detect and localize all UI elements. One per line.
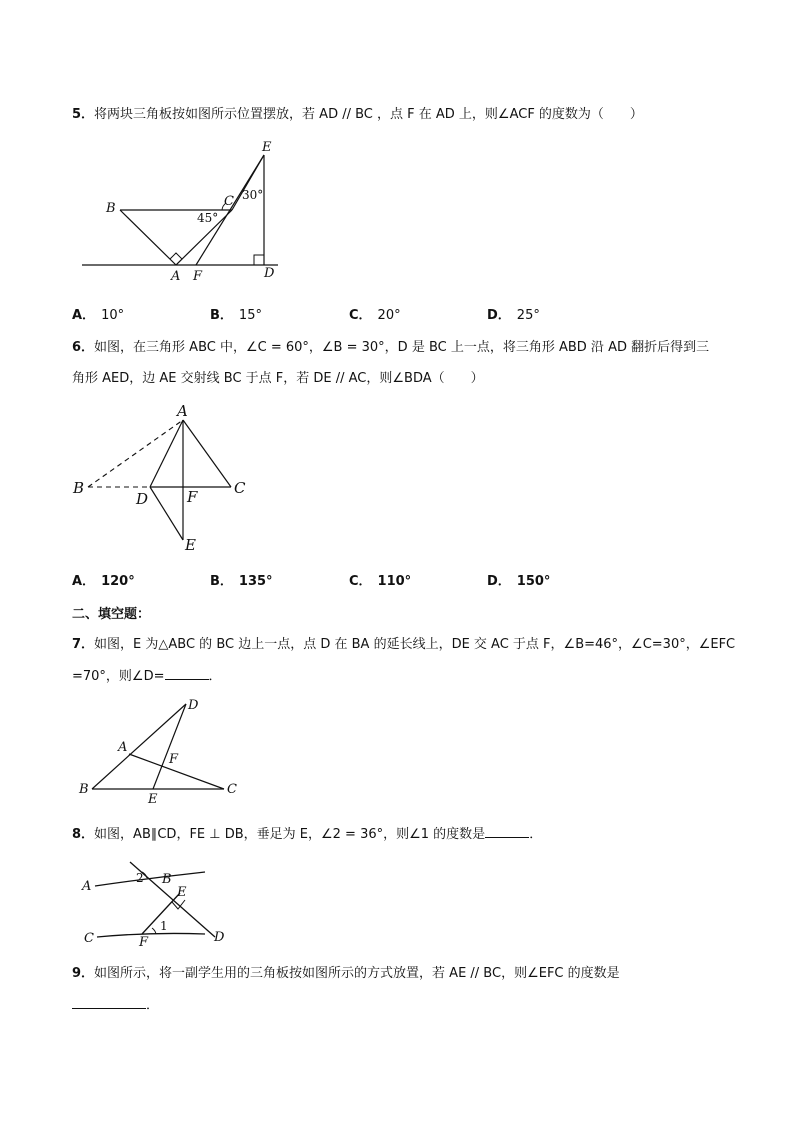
q9-text-end: ． bbox=[146, 998, 160, 1013]
q5-option-c-text: 20° bbox=[377, 308, 401, 323]
q5-option-d-text: 25° bbox=[516, 308, 540, 323]
q5-angle-45: 45° bbox=[197, 211, 219, 225]
q6-option-d-text: 150° bbox=[516, 574, 551, 589]
q7-number: 7． bbox=[72, 637, 95, 652]
q8-text: 如图，AB∥CD，FE ⊥ DB，垂足为 E，∠2 = 36°，则∠1 的度数是 bbox=[94, 827, 486, 842]
q8-label-A: A bbox=[82, 879, 92, 894]
q6-text-1: 如图，在三角形 ABC 中，∠C = 60°，∠B = 30°，D 是 BC 上一点，将三角形 ABD 沿 AD 翻折后得到三 bbox=[94, 340, 710, 355]
q9-answer-blank[interactable] bbox=[72, 996, 146, 1009]
q5-option-a-text: 10° bbox=[101, 308, 125, 323]
q5-option-b-letter: B． bbox=[210, 308, 233, 323]
q6-option-d-letter: D． bbox=[487, 574, 511, 589]
q7-label-D: D bbox=[188, 698, 199, 713]
q9-number: 9． bbox=[72, 966, 95, 981]
q5-text: 将两块三角板按如图所示位置摆放，若 AD // BC ，点 F 在 AD 上，则∠ACF 的度数为（ ） bbox=[94, 107, 643, 122]
q6-label-A: A bbox=[177, 402, 188, 420]
q5-option-d-letter: D． bbox=[487, 308, 511, 323]
q5-number: 5． bbox=[72, 107, 95, 122]
q5-option-a-letter: A． bbox=[72, 308, 96, 323]
q5-label-C: C bbox=[224, 194, 234, 209]
q7-text-1: 如图，E 为△ABC 的 BC 边上一点，点 D 在 BA 的延长线上，DE 交 AC 于点 F，∠B=46°，∠C=30°，∠EFC bbox=[94, 637, 736, 652]
q7-label-C: C bbox=[227, 782, 237, 797]
q9-text: 如图所示，将一副学生用的三角板按如图所示的方式放置，若 AE // BC，则∠EFC 的度数是 bbox=[94, 966, 620, 981]
q9-stem bbox=[72, 962, 620, 981]
q6-option-a-letter: A． bbox=[72, 574, 96, 589]
q7-text-end: ． bbox=[208, 669, 222, 684]
q5-label-D: D bbox=[264, 266, 275, 281]
q7-text-2: =70°，则∠D= bbox=[72, 669, 165, 684]
q8-label-F: F bbox=[139, 935, 149, 950]
q8-label-D: D bbox=[214, 930, 225, 945]
section-heading: 二、填空题： bbox=[72, 607, 151, 622]
q8-label-E: E bbox=[177, 885, 187, 900]
q5-option-c-letter: C． bbox=[349, 308, 372, 323]
q6-label-C: C bbox=[234, 479, 246, 497]
q6-option-c-text: 110° bbox=[377, 574, 412, 589]
q8-number: 8． bbox=[72, 827, 95, 842]
q7-label-B: B bbox=[79, 782, 89, 797]
q5-angle-30: 30° bbox=[242, 188, 264, 202]
q6-label-D: D bbox=[136, 490, 149, 508]
q8-text-end: ． bbox=[529, 827, 543, 842]
q6-option-b-letter: B． bbox=[210, 574, 233, 589]
q6-label-F: F bbox=[187, 488, 198, 506]
q5-label-A: A bbox=[171, 269, 181, 284]
q8-label-C: C bbox=[84, 931, 94, 946]
q6-label-B: B bbox=[73, 479, 85, 497]
q7-label-F: F bbox=[169, 752, 179, 767]
q5-label-F: F bbox=[193, 269, 203, 284]
q7-label-A: A bbox=[118, 740, 128, 755]
q6-option-c-letter: C． bbox=[349, 574, 372, 589]
q7-label-E: E bbox=[148, 792, 158, 807]
q8-angle-2: 2 bbox=[136, 871, 144, 885]
q8-angle-1: 1 bbox=[160, 919, 168, 933]
q6-stem-line2: 角形 AED，边 AE 交射线 BC 于点 F，若 DE // AC，则∠BDA（ ） bbox=[72, 371, 484, 386]
q8-label-B: B bbox=[162, 872, 172, 887]
q5-label-E: E bbox=[262, 140, 272, 155]
q6-label-E: E bbox=[185, 536, 196, 554]
q6-option-b-text: 135° bbox=[238, 574, 273, 589]
q5-label-B: B bbox=[106, 201, 116, 216]
q6-number: 6． bbox=[72, 340, 95, 355]
q6-option-a-text: 120° bbox=[101, 574, 135, 589]
q9-answer-line bbox=[72, 994, 159, 1013]
q5-option-b-text: 15° bbox=[238, 308, 262, 323]
